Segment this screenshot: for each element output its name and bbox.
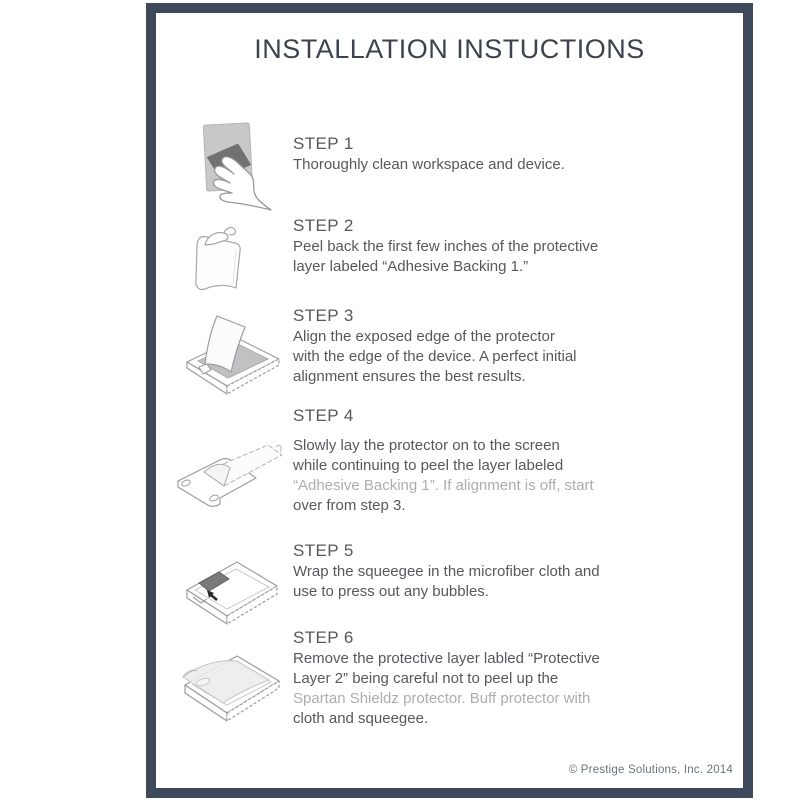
step-text-line: alignment ensures the best results. bbox=[293, 368, 526, 385]
step-2-label: STEP 2 bbox=[293, 216, 354, 235]
step-5 bbox=[293, 540, 628, 602]
step-3-text bbox=[293, 327, 628, 387]
step-text-line: over from step 3. bbox=[293, 497, 406, 514]
step-4-label: STEP 4 bbox=[293, 406, 354, 425]
step-text-line: Peel back the first few inches of the protective bbox=[293, 238, 599, 255]
peel-adhesive-backing-icon bbox=[190, 224, 254, 298]
step-text-line: Spartan Shieldz protector. Buff protector with bbox=[293, 690, 591, 707]
page-title: INSTALLATION INSTUCTIONS bbox=[254, 34, 645, 64]
step-text-line: “Adhesive Backing 1”. If alignment is off, start bbox=[293, 477, 594, 494]
step-1-text bbox=[293, 155, 628, 175]
step-1 bbox=[293, 133, 628, 175]
hand-cleaning-device-icon bbox=[193, 120, 275, 212]
step-4 bbox=[293, 405, 628, 516]
step-1-label: STEP 1 bbox=[293, 134, 354, 153]
step-5-text bbox=[293, 562, 628, 602]
step-text-line: layer labeled “Adhesive Backing 1.” bbox=[293, 258, 529, 275]
align-protector-edge-icon bbox=[181, 304, 287, 398]
lay-protector-on-screen-icon bbox=[174, 434, 292, 520]
step-6-text bbox=[293, 649, 628, 729]
step-text-line: Remove the protective layer labled “Protective bbox=[293, 650, 600, 667]
instruction-sheet-frame bbox=[146, 3, 753, 798]
step-5-label: STEP 5 bbox=[293, 541, 354, 560]
step-text-line: cloth and squeegee. bbox=[293, 710, 429, 727]
step-text-line: Layer 2” being careful not to peel up the bbox=[293, 670, 559, 687]
copyright-text: © Prestige Solutions, Inc. 2014 bbox=[568, 764, 733, 776]
step-text-line: while continuing to peel the layer labeled bbox=[293, 457, 564, 474]
step-3-label: STEP 3 bbox=[293, 306, 354, 325]
squeegee-microfiber-icon bbox=[181, 550, 285, 634]
step-3 bbox=[293, 305, 628, 387]
step-4-text bbox=[293, 436, 628, 516]
step-2 bbox=[293, 215, 628, 277]
remove-protective-layer-icon bbox=[179, 641, 289, 731]
step-6-label: STEP 6 bbox=[293, 628, 354, 647]
step-2-text bbox=[293, 237, 628, 277]
step-text-line: Thoroughly clean workspace and device. bbox=[293, 156, 565, 173]
step-text-line: with the edge of the device. A perfect initial bbox=[293, 348, 577, 365]
step-text-line: use to press out any bubbles. bbox=[293, 583, 489, 600]
step-text-line: Align the exposed edge of the protector bbox=[293, 328, 555, 345]
step-text-line: Wrap the squeegee in the microfiber cloth and bbox=[293, 563, 600, 580]
step-text-line: Slowly lay the protector on to the screen bbox=[293, 437, 560, 454]
step-6 bbox=[293, 627, 628, 729]
